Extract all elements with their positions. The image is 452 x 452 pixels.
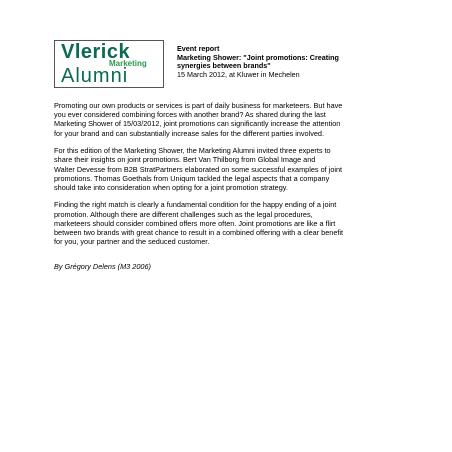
text-line: Promoting our own products or services is part of daily business for marketeers. But have [54,101,343,110]
report-header [177,45,417,79]
text-line: Marketing Shower of 15/03/2012, joint promotions can significantly increase the attention [54,119,341,129]
text-line: between two brands with great chance to result in a combined offering with a clear benefit [54,228,344,238]
article-body [54,101,399,255]
paragraph-1 [54,101,399,138]
text-line: promotions. Thomas Goethals from Uniqum tackled the legal aspects that a company [54,173,330,183]
logo-subtitle: Marketing [109,59,147,68]
logo-title: Vlerick [61,41,131,63]
report-date: 15 March 2012, at Kluwer in Mechelen [177,69,300,79]
text-line: share their insights on joint promotions. Bert Van Thilborg from Global Image and [54,155,316,165]
text-line: marketeers should consider combined offers more often. Joint promotions are like a flirt [54,218,336,228]
event-report-label: Event report [177,44,220,53]
paragraph-2 [54,146,399,192]
report-title-line-2: synergies between brands" [177,61,271,71]
text-line: For this edition of the Marketing Shower, the Marketing Alumni invited three experts to [54,146,331,156]
text-line: Walter Devesse from B2B StratPartners elaborated on some successful examples of joint [54,164,343,174]
vlerick-alumni-logo [54,40,164,88]
paragraph-3 [54,200,399,246]
text-line: promotion. Although there are different challenges such as the legal procedures, [54,209,313,219]
report-title-line-1: Marketing Shower: "Joint promotions: Creating [177,52,339,62]
text-line: you ever considered combining forces with another brand? As shared during the last [54,110,326,120]
author-byline: By Grégory Delens (M3 2006) [54,262,151,271]
text-line: Finding the right match is clearly a fundamental condition for the happy ending of a joint [54,200,337,210]
logo-alumni: Alumni [61,65,129,87]
text-line: for you, your partner and the seduced customer. [54,237,210,247]
text-line: for your brand and can substantially increase sales for the different parties involved. [54,128,325,138]
text-line: should take into consideration when opting for a joint promotion strategy. [54,182,288,192]
